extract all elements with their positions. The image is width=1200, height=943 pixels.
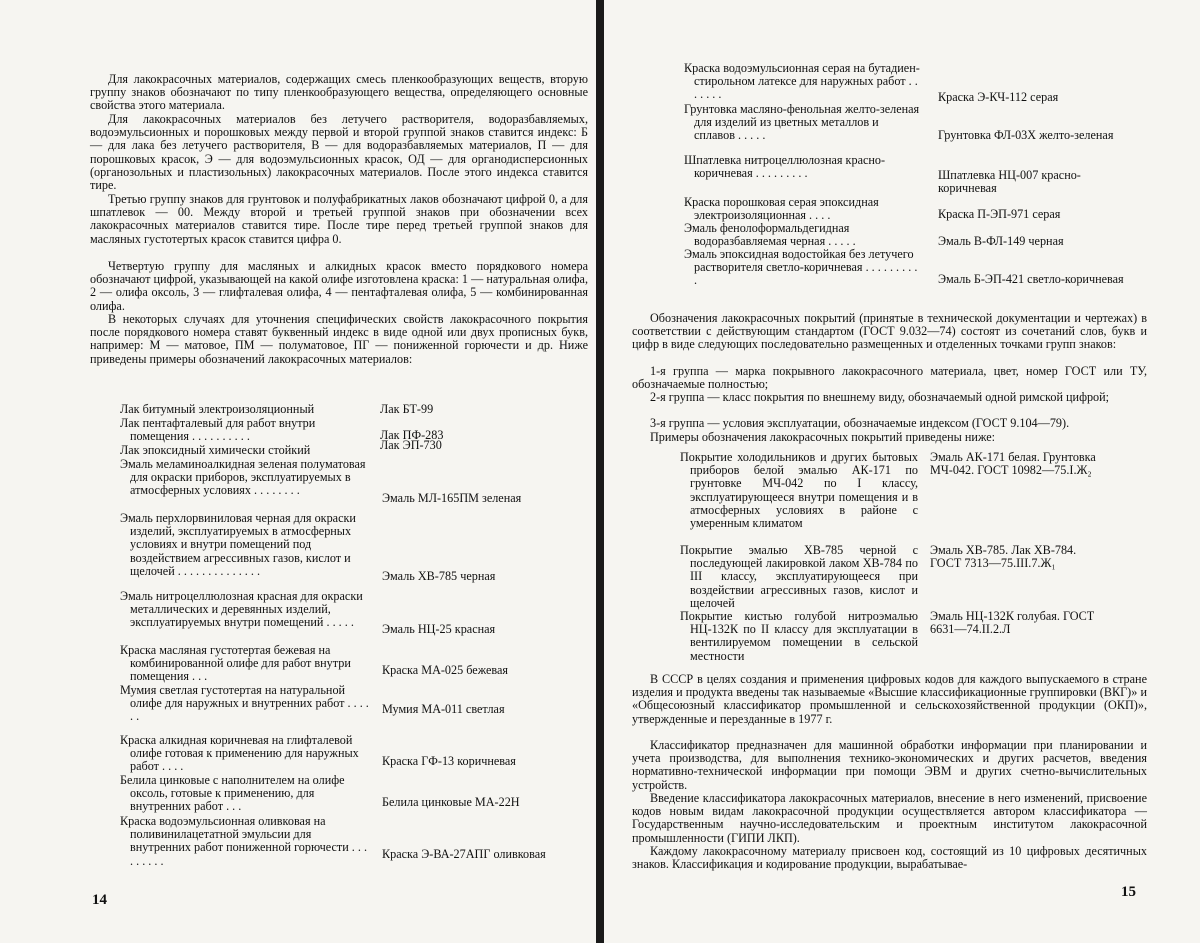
page-number: 14 (92, 892, 107, 908)
examples-intro: Примеры обозначения лакокрасочных покрытий приведены ниже: (650, 430, 996, 444)
right-page: Краска водоэмульсионная серая на бутадиен-стирольном латексе для наружных работ . . . . . . . Краска Э-КЧ-112 серая Грунтовка масляно-фенольная желто-зеленая для изделий из цветных металлов и сплавов . . . . . Грунтовка ФЛ-03Х желто-зеленая Шпатлевка нитроцеллюлозная красно-коричневая . . . . . . . . . Шпатлевка НЦ-007 красно-коричневая Краска порошковая серая эпоксидная электроизоляционная . . . . Краска П-ЭП-971 серая Эмаль фенолоформальдегидная водоразбавляемая черная . . . . . Эмаль В-ФЛ-149 черная Эмаль эпоксидная водостойкая без летучего растворителя светло-коричневая . . . . . . . . . . Эмаль Б-ЭП-421 светло-коричневая Обозначения лакокрасочных покрытий (принятые в технической документации и чертежах) в соответствии с действующим стандартом (ГОСТ 9.032—74) состоят из сочетаний слов, букв и цифр в виде следующих последовательно размещенных и отделенных точками групп знаков: 1-я группа — марка покрывного лакокрасочного материала, цвет, номер ГОСТ или ТУ, обозначаемые полностью; 2-я группа — класс покрытия по внешнему виду, обозначаемый одной римской цифрой; 3-я группа — условия эксплуатации, обозначаемые индексом (ГОСТ 9.104—79). Примеры обозначения лакокрасочных покрытий приведены ниже: Покрытие холодильников и других бытовых приборов белой эмалью АК-171 по грунтовке МЧ-042 по I классу, эксплуатирующееся внутри помещения и в атмосферных условиях в районе с умеренным климатом Эмаль АК-171 белая. Грунтовка МЧ-042. ГОСТ 10982—75.I.Ж₂ Покрытие эмалью ХВ-785 черной с последующей лакировкой лаком ХВ-784 по III классу, эксплуатирующееся при воздействии агрессивных газов, кислот и щелочей Эмаль ХВ-785. Лак ХВ-784. ГОСТ 7313—75.III.7.Ж₁ Покрытие кистью голубой нитроэмалью НЦ-132К по II классу для эксплуатации в вентилируемом помещении в сельской местности Эмаль НЦ-132К голубая. ГОСТ 6631—74.II.2.Л В СССР в целях создания и применения цифровых кодов для каждого выпускаемого в стране изделия и продукта введены так называемые «Высшие классификационные группировки (ВКГ)» и «Общесоюзный классификатор промышленной и сельскохозяйственной продукции (ОКП)», утвержденные и перезданные в 1977 г. Классификатор предназначен для машинной обработки информации при планировании и учета производства, для выполнения технико-экономических и других расчетов, введения нормативно-технической информации при помощи ЭВМ и других счетно-вычислительных устройств. Введение классификатора лакокрасочных материалов, внесение в него изменений, присвоение кодов новым видам лакокрасочной продукции осуществляется автором классификатора — Государственным научно-исследовательским и проектным институтом лакокрасочной промышленности (ГИПИ ЛКП). Каждому лакокрасочному материалу присвоен код, состоящий из 10 цифровых десятичных знаков. Классификация и кодирование продукции, вырабатывае- 15 (604, 0, 1200, 943)
paragraph-index: Для лакокрасочных материалов без летучего растворителя, водоразбавляемых, водоэмульсионных и порошковых между первой и второй группой знаков ставится индекс: Б — для лака без летучего растворителя, В — для водоразбавляемых материалов, П — для порошковых красок, Э — для водоэмульсионных красок, ОД — для органодисперсионных (органозольных и пластизольных) лакокрасочных материалов. После этого индекса ставится тире. (90, 112, 588, 193)
group-3: 3-я группа — условия эксплуатации, обозначаемые индексом (ГОСТ 9.104—79). (650, 416, 1070, 430)
paragraph-introduction: Введение классификатора лакокрасочных материалов, внесение в него изменений, присвоение кодов новым видам лакокрасочной продукции осуществляется автором классификатора — Государственным научно-исследовательским и проектным институтом лакокрасочной промышленности (ГИПИ ЛКП). (632, 791, 1147, 845)
paragraph-mixtures: Для лакокрасочных материалов, содержащих смесь пленкообразующих веществ, вторую группу знаков обозначают по типу пленкообразующего вещества, определяющего основные свойства этого материала. (90, 72, 588, 113)
paragraph-third-group: Третью группу знаков для грунтовок и полуфабрикатных лаков обозначают цифрой 0, а для шпатлевок — 00. Между второй и третьей группой знаков при обозначении всех лакокрасочных материалов ставится тире. После тире перед третьей группой знаков для масляных густотертых красок ставится цифра 0. (90, 192, 588, 246)
paragraph-classifier: Классификатор предназначен для машинной обработки информации при планировании и учета производства, для выполнения технико-экономических и других расчетов, введения нормативно-технической информации при помощи ЭВМ и других счетно-вычислительных устройств. (632, 738, 1147, 792)
paragraph-ussr: В СССР в целях создания и применения цифровых кодов для каждого выпускаемого в стране изделия и продукта введены так называемые «Высшие классификационные группировки (ВКГ)» и «Общесоюзный классификатор промышленной и сельскохозяйственной продукции (ОКП)», утвержденные и перезданные в 1977 г. (632, 672, 1147, 726)
paragraph-coatings: Обозначения лакокрасочных покрытий (принятые в технической документации и чертежах) в соответствии с действующим стандартом (ГОСТ 9.032—74) состоят из сочетаний слов, букв и цифр в виде следующих последовательно размещенных и отделенных точками групп знаков: (632, 311, 1147, 352)
group-2: 2-я группа — класс покрытия по внешнему виду, обозначаемый одной римской цифрой; (650, 390, 1110, 404)
paragraph-code: Каждому лакокрасочному материалу присвоен код, состоящий из 10 цифровых десятичных знаков. Классификация и кодирование продукции, вырабатывае- (632, 844, 1147, 872)
group-1: 1-я группа — марка покрывного лакокрасочного материала, цвет, номер ГОСТ или ТУ, обозначаемые полностью; (632, 364, 1147, 392)
paragraph-letter-index: В некоторых случаях для уточнения специфических свойств лакокрасочного покрытия после порядкового номера ставят буквенный индекс в виде одной или двух прописных букв, например: М — матовое, ПМ — полуматовое, ПГ — пониженной горючести и др. Ниже приведены примеры обозначений лакокрасочных материалов: (90, 312, 588, 366)
page-number: 15 (1121, 884, 1136, 900)
book-spine (596, 0, 604, 943)
left-page: Для лакокрасочных материалов, содержащих смесь пленкообразующих веществ, вторую группу знаков обозначают по типу пленкообразующего вещества, определяющего основные свойства этого материала. Для лакокрасочных материалов без летучего растворителя, водоразбавляемых, водоэмульсионных и порошковых между первой и второй группой знаков ставится индекс: Б — для лака без летучего растворителя, В — для водоразбавляемых материалов, П — для порошковых красок, Э — для водоэмульсионных красок, ОД — для органодисперсионных (органозольных и пластизольных) лакокрасочных материалов. После этого индекса ставится тире. Третью группу знаков для грунтовок и полуфабрикатных лаков обозначают цифрой 0, а для шпатлевок — 00. Между второй и третьей группой знаков при обозначении всех лакокрасочных материалов ставится тире. После тире перед третьей группой знаков для масляных густотертых красок ставится цифра 0. Четвертую группу для масляных и алкидных красок вместо порядкового номера обозначают цифрой, указывающей на какой олифе изготовлена краска: 1 — натуральная олифа, 2 — олифа оксоль, 3 — глифталевая олифа, 4 — пентафталевая олифа, 5 — комбинированная олифа. В некоторых случаях для уточнения специфических свойств лакокрасочного покрытия после порядкового номера ставят буквенный индекс в виде одной или двух прописных букв, например: М — матовое, ПМ — полуматовое, ПГ — пониженной горючести и др. Ниже приведены примеры обозначений лакокрасочных материалов: Лак битумный электроизоляционный Лак БТ-99 Лак пентафталевый для работ внутри помещения . . . . . . . . . . Лак ПФ-283 Лак эпоксидный химически стойкий Лак ЭП-730 Эмаль меламиноалкидная зеленая полуматовая для окраски приборов, эксплуатируемых в атмосферных условиях . . . . . . . . Эмаль МЛ-165ПМ зеленая Эмаль перхлорвиниловая черная для окраски изделий, эксплуатируемых в атмосферных условиях и внутри помещений под воздействием агрессивных газов, кислот и щелочей . . . . . . . . . . . . . . Эмаль ХВ-785 черная Эмаль нитроцеллюлозная красная для окраски металлических и деревянных изделий, эксплуатируемых внутри помещений . . . . . Эмаль НЦ-25 красная Краска масляная густотертая бежевая на комбинированной олифе для работ внутри помещения . . . Краска МА-025 бежевая Мумия светлая густотертая на натуральной олифе для наружных и внутренних работ . . . . . . Мумия МА-011 светлая Краска алкидная коричневая на глифталевой олифе готовая к применению для наружных работ . . . . Краска ГФ-13 коричневая Белила цинковые с наполнителем на олифе оксоль, готовые к применению, для внутренних работ . . . Белила цинковые МА-22Н Краска водоэмульсионная оливковая на поливинилацетатной эмульсии для внутренних работ пониженной горючести . . . . . . . . . Краска Э-ВА-27АПГ оливковая 14 (0, 0, 596, 943)
paragraph-fourth-group: Четвертую группу для масляных и алкидных красок вместо порядкового номера обозначают цифрой, указывающей на какой олифе изготовлена краска: 1 — натуральная олифа, 2 — олифа оксоль, 3 — глифталевая олифа, 4 — пентафталевая олифа, 5 — комбинированная олифа. (90, 259, 588, 313)
